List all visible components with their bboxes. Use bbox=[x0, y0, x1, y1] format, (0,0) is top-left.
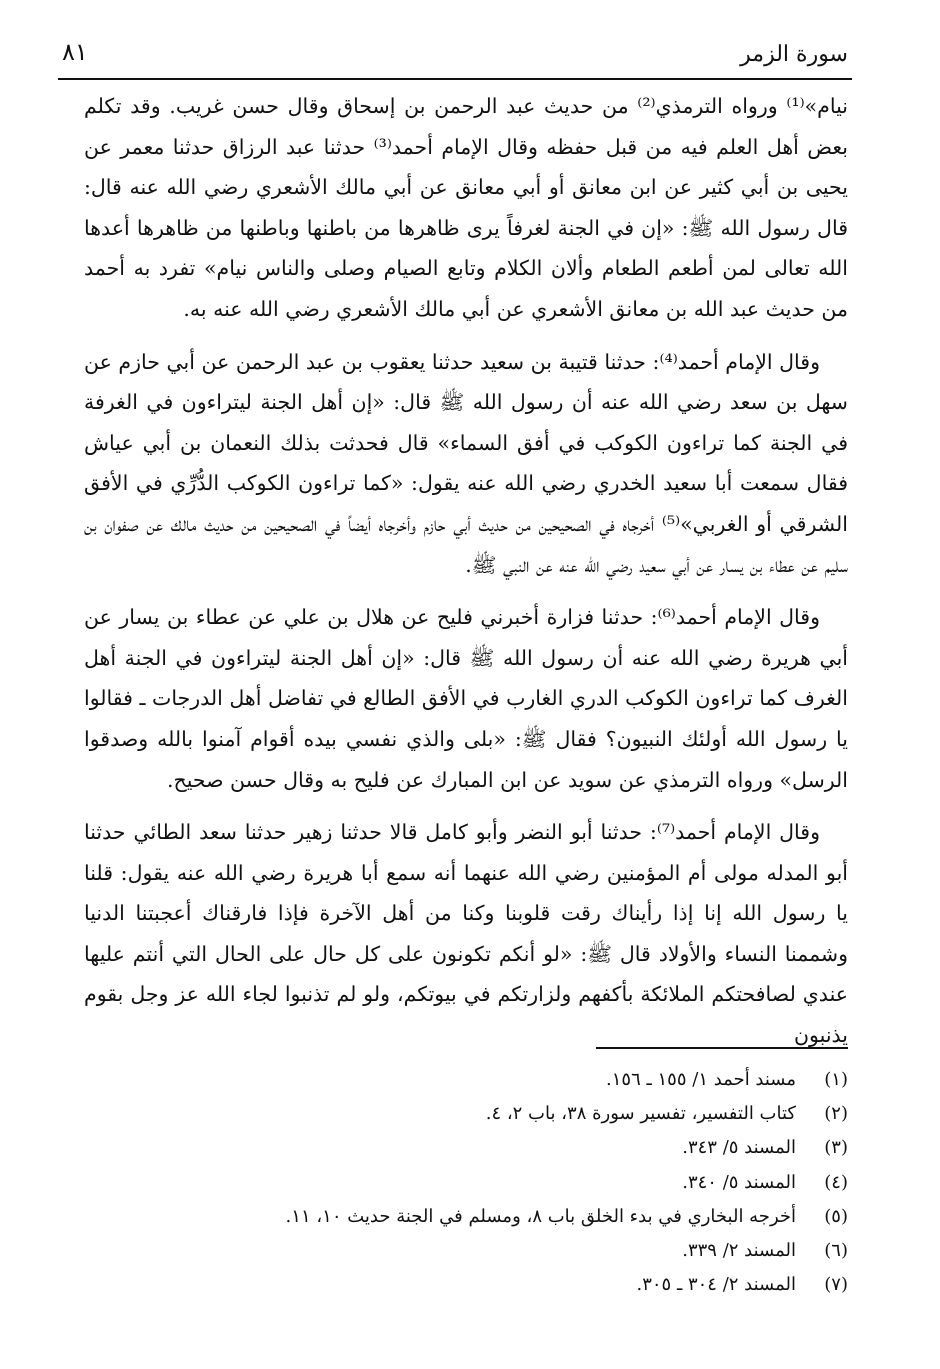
footnote-number: (٥) bbox=[824, 1205, 848, 1227]
paragraph-1: نيام»⁽¹⁾ ورواه الترمذي⁽²⁾ من حديث عبد الرحمن بن إسحاق وقال حسن غريب. وقد تكلم بعض أهل العلم فيه من قبل حفظه وقال الإمام أحمد⁽³⁾ حدثنا عبد الرزاق حدثنا معمر عن يحيى بن أبي كثير عن ابن معانق أو أبي معانق عن أبي مالك الأشعري رضي الله عنه قال: قال رسول الله ﷺ: «إن في الجنة لغرفاً يرى ظاهرها من باطنها وباطنها من ظاهرها أعدها الله تعالى لمن أطعم الطعام وألان الكلام وتابع الصيام وصلى والناس نيام» تفرد به أحمد من حديث عبد الله بن معانق الأشعري عن أبي مالك الأشعري رضي الله عنه به. bbox=[84, 94, 849, 321]
footnote-text: المسند ٢/ ٣٣٩. bbox=[682, 1240, 796, 1262]
footnote-item bbox=[84, 1096, 848, 1130]
running-head: سورة الزمر bbox=[740, 42, 848, 67]
footnote-text: كتاب التفسير، تفسير سورة ٣٨، باب ٢، ٤. bbox=[485, 1102, 796, 1124]
footnote-text: المسند ٥/ ٣٤٠. bbox=[682, 1171, 796, 1193]
footnote-text: مسند أحمد ١/ ١٥٥ ـ ١٥٦. bbox=[606, 1068, 796, 1090]
footnote-number: (٧) bbox=[824, 1274, 848, 1296]
footnote-text: المسند ٥/ ٣٤٣. bbox=[682, 1137, 796, 1159]
body-text bbox=[84, 86, 848, 1056]
paragraph-3: وقال الإمام أحمد⁽⁶⁾: حدثنا فزارة أخبرني فليح عن هلال بن علي عن عطاء بن يسار عن أبي هريرة رضي الله عنه أن رسول الله ﷺ قال: «إن أهل الجنة ليتراءون في الجنة أهل الغرف كما تراءون الكوكب الدري الغارب في الأفق الطالع في تفاضل أهل الدرجات ـ فقالوا يا رسول الله أولئك النبيون؟ فقال ﷺ: «بلى والذي نفسي بيده أقوام آمنوا بالله وصدقوا الرسل» ورواه الترمذي عن سويد عن ابن المبارك عن فليح به وقال حسن صحيح. bbox=[84, 605, 848, 792]
paragraph-2: وقال الإمام أحمد⁽⁴⁾: حدثنا قتيبة بن سعيد حدثنا يعقوب بن عبد الرحمن عن أبي حازم عن سهل بن سعد رضي الله عنه أن رسول الله ﷺ قال: «إن أهل الجنة ليتراءون في الغرفة في الجنة كما تراءون الكوكب في أفق السماء» قال فحدثت بذلك النعمان بن أبي عياش فقال سمعت أبا سعيد الخدري رضي الله عنه يقول: «كما تراءون الكوكب الدُّرِّي في الأفق الشرقي أو الغربي»⁽⁵⁾ أخرجاه في الصحيحين من حديث أبي حازم وأخرجاه أيضاً في الصحيحين من حديث مالك عن صفوان بن سليم عن عطاء بن يسار عن أبي سعيد رضي الله عنه عن النبي ﷺ. bbox=[84, 349, 848, 577]
footnote-rule bbox=[596, 1047, 848, 1049]
header-rule bbox=[58, 78, 852, 80]
footnote-item bbox=[84, 1131, 848, 1165]
footnote-item bbox=[84, 1165, 848, 1199]
footnote-number: (٣) bbox=[824, 1137, 848, 1159]
page-number: ٨١ bbox=[62, 38, 88, 66]
footnotes bbox=[84, 1062, 848, 1302]
paragraph-4: وقال الإمام أحمد⁽⁷⁾: حدثنا أبو النضر وأبو كامل قالا حدثنا زهير حدثنا سعد الطائي حدثنا أبو المدله مولى أم المؤمنين رضي الله عنهما أنه سمع أبا هريرة رضي الله عنه يقول: قلنا يا رسول الله إنا إذا رأيناك رقت قلوبنا وكنا من أهل الآخرة فإذا فارقناك أعجبتنا الدنيا وشممنا النساء والأولاد قال ﷺ: «لو أنكم تكونون على كل حال على الحال التي أنتم عليها عندي لصافحتكم الملائكة بأكفهم ولزارتكم في بيوتكم، ولو لم تذنبوا لجاء الله عز وجل بقوم يذنبون bbox=[84, 820, 849, 1048]
footnote-number: (٢) bbox=[824, 1102, 848, 1124]
footnote-item bbox=[84, 1233, 848, 1267]
footnote-text: أخرجه البخاري في بدء الخلق باب ٨، ومسلم في الجنة حديث ١٠، ١١. bbox=[285, 1205, 796, 1227]
footnote-text: المسند ٢/ ٣٠٤ ـ ٣٠٥. bbox=[636, 1274, 796, 1296]
footnote-number: (١) bbox=[824, 1068, 848, 1090]
footnote-number: (٤) bbox=[824, 1171, 848, 1193]
footnote-item bbox=[84, 1199, 848, 1233]
footnote-item bbox=[84, 1268, 848, 1302]
footnote-number: (٦) bbox=[824, 1240, 848, 1262]
footnote-item bbox=[84, 1062, 848, 1096]
